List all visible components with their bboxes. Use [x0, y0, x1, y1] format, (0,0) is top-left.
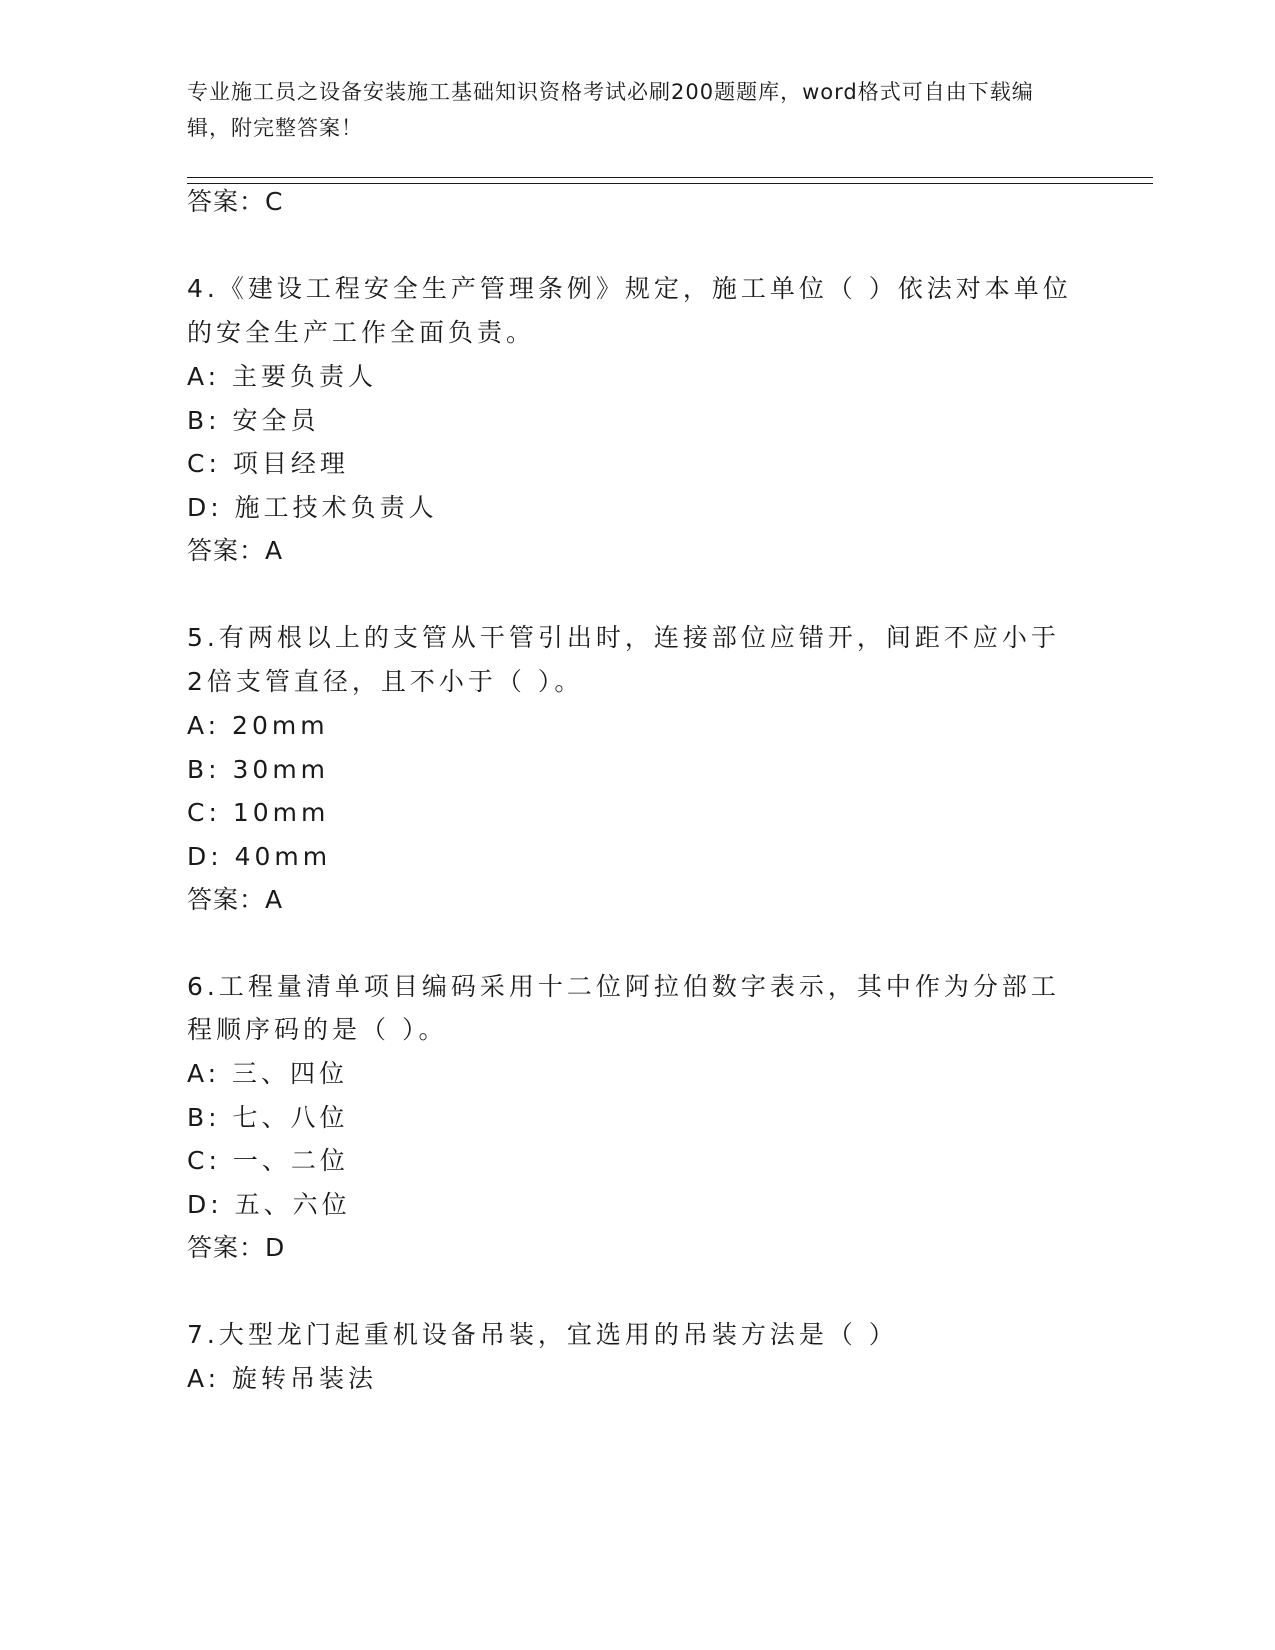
question-5-answer: 答案：A [187, 885, 284, 914]
question-7-stem: 7.大型龙门起重机设备吊装，宜选用的吊装方法是（ ） [187, 1320, 898, 1349]
question-4-option-b: B: 安全员 [187, 406, 320, 435]
question-5-option-b: B: 30mm [187, 755, 330, 784]
question-4-option-a: A: 主要负责人 [187, 362, 378, 391]
question-6-stem-line1: 6.工程量清单项目编码采用十二位阿拉伯数字表示，其中作为分部工 [187, 972, 1060, 1001]
question-6-option-a: A: 三、四位 [187, 1059, 349, 1088]
question-6-answer: 答案：D [187, 1233, 286, 1262]
previous-answer: 答案：C [187, 187, 284, 216]
header-divider-bottom [187, 183, 1153, 184]
header-divider-top [187, 177, 1153, 178]
question-5-stem-line1: 5.有两根以上的支管从干管引出时，连接部位应错开，间距不应小于 [187, 623, 1060, 652]
question-4-answer: 答案：A [187, 536, 284, 565]
question-4-option-c: C: 项目经理 [187, 449, 349, 478]
question-6-option-d: D: 五、六位 [187, 1190, 351, 1219]
document-header: 专业施工员之设备安装施工基础知识资格考试必刷200题题库，word格式可自由下载编辑，附完整答案！ [187, 80, 1034, 140]
question-6-stem-line2: 程顺序码的是（ ）。 [187, 1015, 448, 1044]
question-5-stem-line2: 2倍支管直径，且不小于（ ）。 [187, 667, 584, 696]
question-4-stem-line1: 4.《建设工程安全生产管理条例》规定，施工单位（ ）依法对本单位 [187, 274, 1072, 303]
question-6-option-c: C: 一、二位 [187, 1146, 349, 1175]
question-5-option-a: A: 20mm [187, 711, 329, 740]
question-7-option-a: A: 旋转吊装法 [187, 1364, 378, 1393]
question-5-option-d: D: 40mm [187, 842, 332, 871]
question-6-option-b: B: 七、八位 [187, 1103, 349, 1132]
question-4-option-d: D: 施工技术负责人 [187, 493, 438, 522]
question-5-option-c: C: 10mm [187, 798, 330, 827]
question-4-stem-line2: 的安全生产工作全面负责。 [187, 318, 536, 347]
